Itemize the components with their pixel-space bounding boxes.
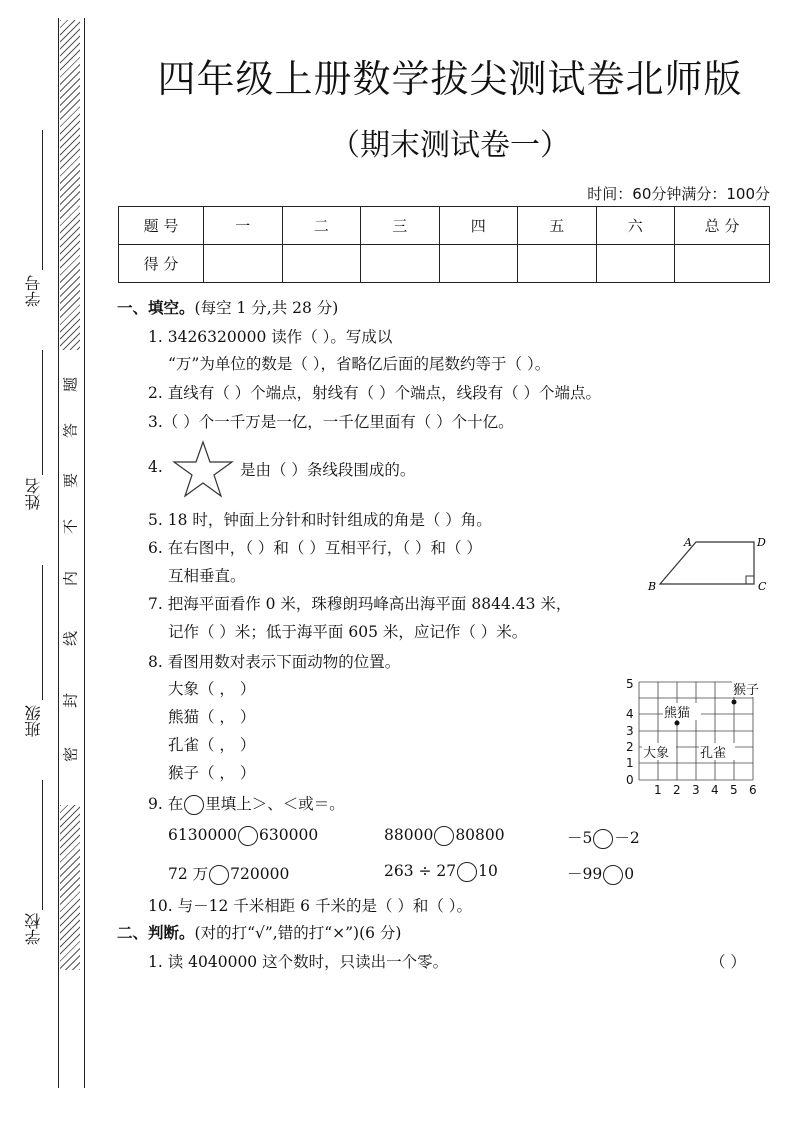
seal-char: 密	[61, 747, 80, 763]
x-tick: 6	[749, 783, 757, 797]
score-cell[interactable]	[361, 245, 440, 283]
question-3: 3.（ ）个一千万是一亿，一千亿里面有（ ）个十亿。	[148, 413, 514, 431]
question-1b: “万”为单位的数是（ ），省略亿后面的尾数约等于（ ）。	[168, 355, 551, 373]
q9-text-a: 9. 在	[148, 795, 184, 813]
compare-item	[567, 826, 640, 849]
answer-circle[interactable]	[603, 865, 623, 885]
compare-right: 630000	[259, 826, 319, 844]
compare-left: 6130000	[168, 826, 238, 844]
section1-note: (每空 1 分,共 28 分)	[194, 299, 339, 317]
compare-right: 720000	[230, 865, 290, 883]
compare-item	[168, 826, 318, 846]
answer-circle[interactable]	[209, 865, 229, 885]
y-tick: 4	[626, 707, 634, 721]
compare-left: －5	[567, 829, 593, 847]
x-tick: 5	[730, 783, 738, 797]
binding-line-right	[84, 18, 85, 1088]
question-4-number: 4.	[148, 458, 163, 476]
student-id-field[interactable]	[42, 130, 43, 270]
compare-item	[384, 826, 505, 846]
panda-point	[675, 721, 680, 726]
question-6b: 互相垂直。	[168, 567, 246, 585]
animal-coord-item: 大象（ ， ）	[168, 680, 256, 698]
score-header-cell: 三	[361, 207, 440, 245]
section2-note: (对的打“√”,错的打“×”)(6 分)	[194, 924, 402, 942]
question-9	[148, 792, 345, 815]
animal-label-elephant: 大象	[643, 746, 670, 761]
seal-char: 题	[61, 377, 80, 393]
animal-label-peacock: 孔雀	[700, 746, 727, 761]
score-cell[interactable]	[675, 245, 770, 283]
compare-right: 0	[624, 865, 635, 883]
monkey-point	[732, 700, 737, 705]
question-1a: 1. 3426320000 读作（ ）。写成以	[148, 328, 393, 346]
name-label: 姓名	[24, 478, 43, 510]
compare-right: －2	[614, 829, 640, 847]
seal-char: 内	[61, 571, 80, 587]
score-row-label: 得 分	[119, 245, 204, 283]
question-8: 8. 看图用数对表示下面动物的位置。	[148, 653, 401, 671]
animal-coord-item: 猴子（ ， ）	[168, 764, 256, 782]
score-cell[interactable]	[518, 245, 597, 283]
seal-char: 要	[61, 473, 80, 489]
score-cell[interactable]	[439, 245, 518, 283]
student-id-label: 学号	[24, 275, 43, 307]
answer-circle[interactable]	[238, 826, 258, 846]
x-tick: 1	[654, 783, 662, 797]
question-10: 10. 与－12 千米相距 6 千米的是（ ）和（ ）。	[148, 897, 473, 915]
score-header-cell: 一	[204, 207, 283, 245]
question-7a: 7. 把海平面看作 0 米，珠穆朗玛峰高出海平面 8844.43 米，	[148, 595, 572, 613]
school-field[interactable]	[42, 780, 43, 910]
compare-left: 72 万	[168, 865, 209, 883]
question-4-text: 是由（ ）条线段围成的。	[240, 461, 416, 479]
q9-text-b: 里填上＞、＜或＝。	[205, 795, 345, 813]
compare-left: －99	[567, 865, 603, 883]
animal-label-monkey: 猴子	[733, 683, 760, 698]
question-2: 2. 直线有（ ）个端点，射线有（ ）个端点，线段有（ ）个端点。	[148, 384, 601, 402]
answer-circle[interactable]	[593, 829, 613, 849]
score-header-cell: 总 分	[675, 207, 770, 245]
question-6a: 6. 在右图中，（ ）和（ ）互相平行，（ ）和（ ）	[148, 539, 482, 557]
score-table-score-row	[119, 245, 770, 283]
class-label: 班级	[24, 705, 43, 737]
judge-question-1: 1. 读 4040000 这个数时，只读出一个零。	[148, 953, 449, 971]
question-5: 5. 18 时，钟面上分针和时针组成的角是（ ）角。	[148, 511, 492, 529]
score-header-cell: 二	[282, 207, 361, 245]
y-tick: 5	[626, 677, 634, 691]
score-header-cell: 四	[439, 207, 518, 245]
time-info: 时间：60分钟满分：100分	[587, 185, 770, 203]
y-tick: 3	[626, 724, 634, 738]
compare-item	[567, 862, 634, 885]
binding-hatch-top	[60, 20, 80, 350]
seal-char: 不	[61, 519, 80, 535]
x-tick: 4	[711, 783, 719, 797]
page-title: 四年级上册数学拔尖测试卷北师版	[157, 57, 743, 101]
animal-coord-item: 孔雀（ ， ）	[168, 736, 256, 754]
trapezoid-diagram	[646, 534, 776, 594]
compare-item	[384, 862, 498, 882]
coordinate-grid	[620, 676, 770, 801]
compare-item	[168, 862, 289, 885]
answer-circle[interactable]	[434, 826, 454, 846]
score-header-cell: 六	[596, 207, 675, 245]
name-field[interactable]	[42, 350, 43, 475]
binding-line-left	[58, 18, 59, 1088]
vertex-label-b: B	[648, 580, 657, 593]
section2-heading: 二、判断。	[117, 924, 195, 942]
compare-left: 263 ÷ 27	[384, 862, 457, 880]
vertex-label-a: A	[684, 536, 692, 549]
x-tick: 3	[692, 783, 700, 797]
vertex-label-d: D	[757, 536, 766, 549]
compare-left: 88000	[384, 826, 434, 844]
score-cell[interactable]	[596, 245, 675, 283]
score-cell[interactable]	[282, 245, 361, 283]
compare-circle-icon	[184, 795, 204, 815]
compare-right: 10	[478, 862, 498, 880]
y-tick: 1	[626, 756, 634, 770]
animal-label-panda: 熊猫	[664, 706, 691, 721]
section2-heading-line	[117, 921, 401, 943]
compare-right: 80800	[455, 826, 505, 844]
seal-char: 封	[61, 693, 80, 709]
score-cell[interactable]	[204, 245, 283, 283]
seal-char: 线	[61, 631, 80, 647]
star-icon	[172, 440, 234, 498]
judge-answer-paren[interactable]: （ ）	[710, 953, 746, 971]
binding-hatch-bottom	[60, 805, 80, 970]
y-tick: 2	[626, 740, 634, 754]
y-tick: 0	[626, 773, 634, 787]
x-tick: 2	[673, 783, 681, 797]
class-field[interactable]	[42, 565, 43, 700]
score-header-cell: 题 号	[119, 207, 204, 245]
vertex-label-c: C	[758, 580, 767, 593]
seal-char: 答	[61, 423, 80, 439]
question-7b: 记作（ ）米；低于海平面 605 米，应记作（ ）米。	[168, 623, 528, 641]
score-table-header-row	[119, 207, 770, 245]
answer-circle[interactable]	[457, 862, 477, 882]
school-label: 学校	[24, 913, 43, 945]
section1-heading: 一、填空。	[117, 299, 195, 317]
animal-coord-item: 熊猫（ ， ）	[168, 708, 256, 726]
page-subtitle: （期末测试卷一）	[330, 128, 570, 163]
score-header-cell: 五	[518, 207, 597, 245]
score-table	[118, 206, 770, 283]
section1-heading-line	[117, 296, 338, 318]
